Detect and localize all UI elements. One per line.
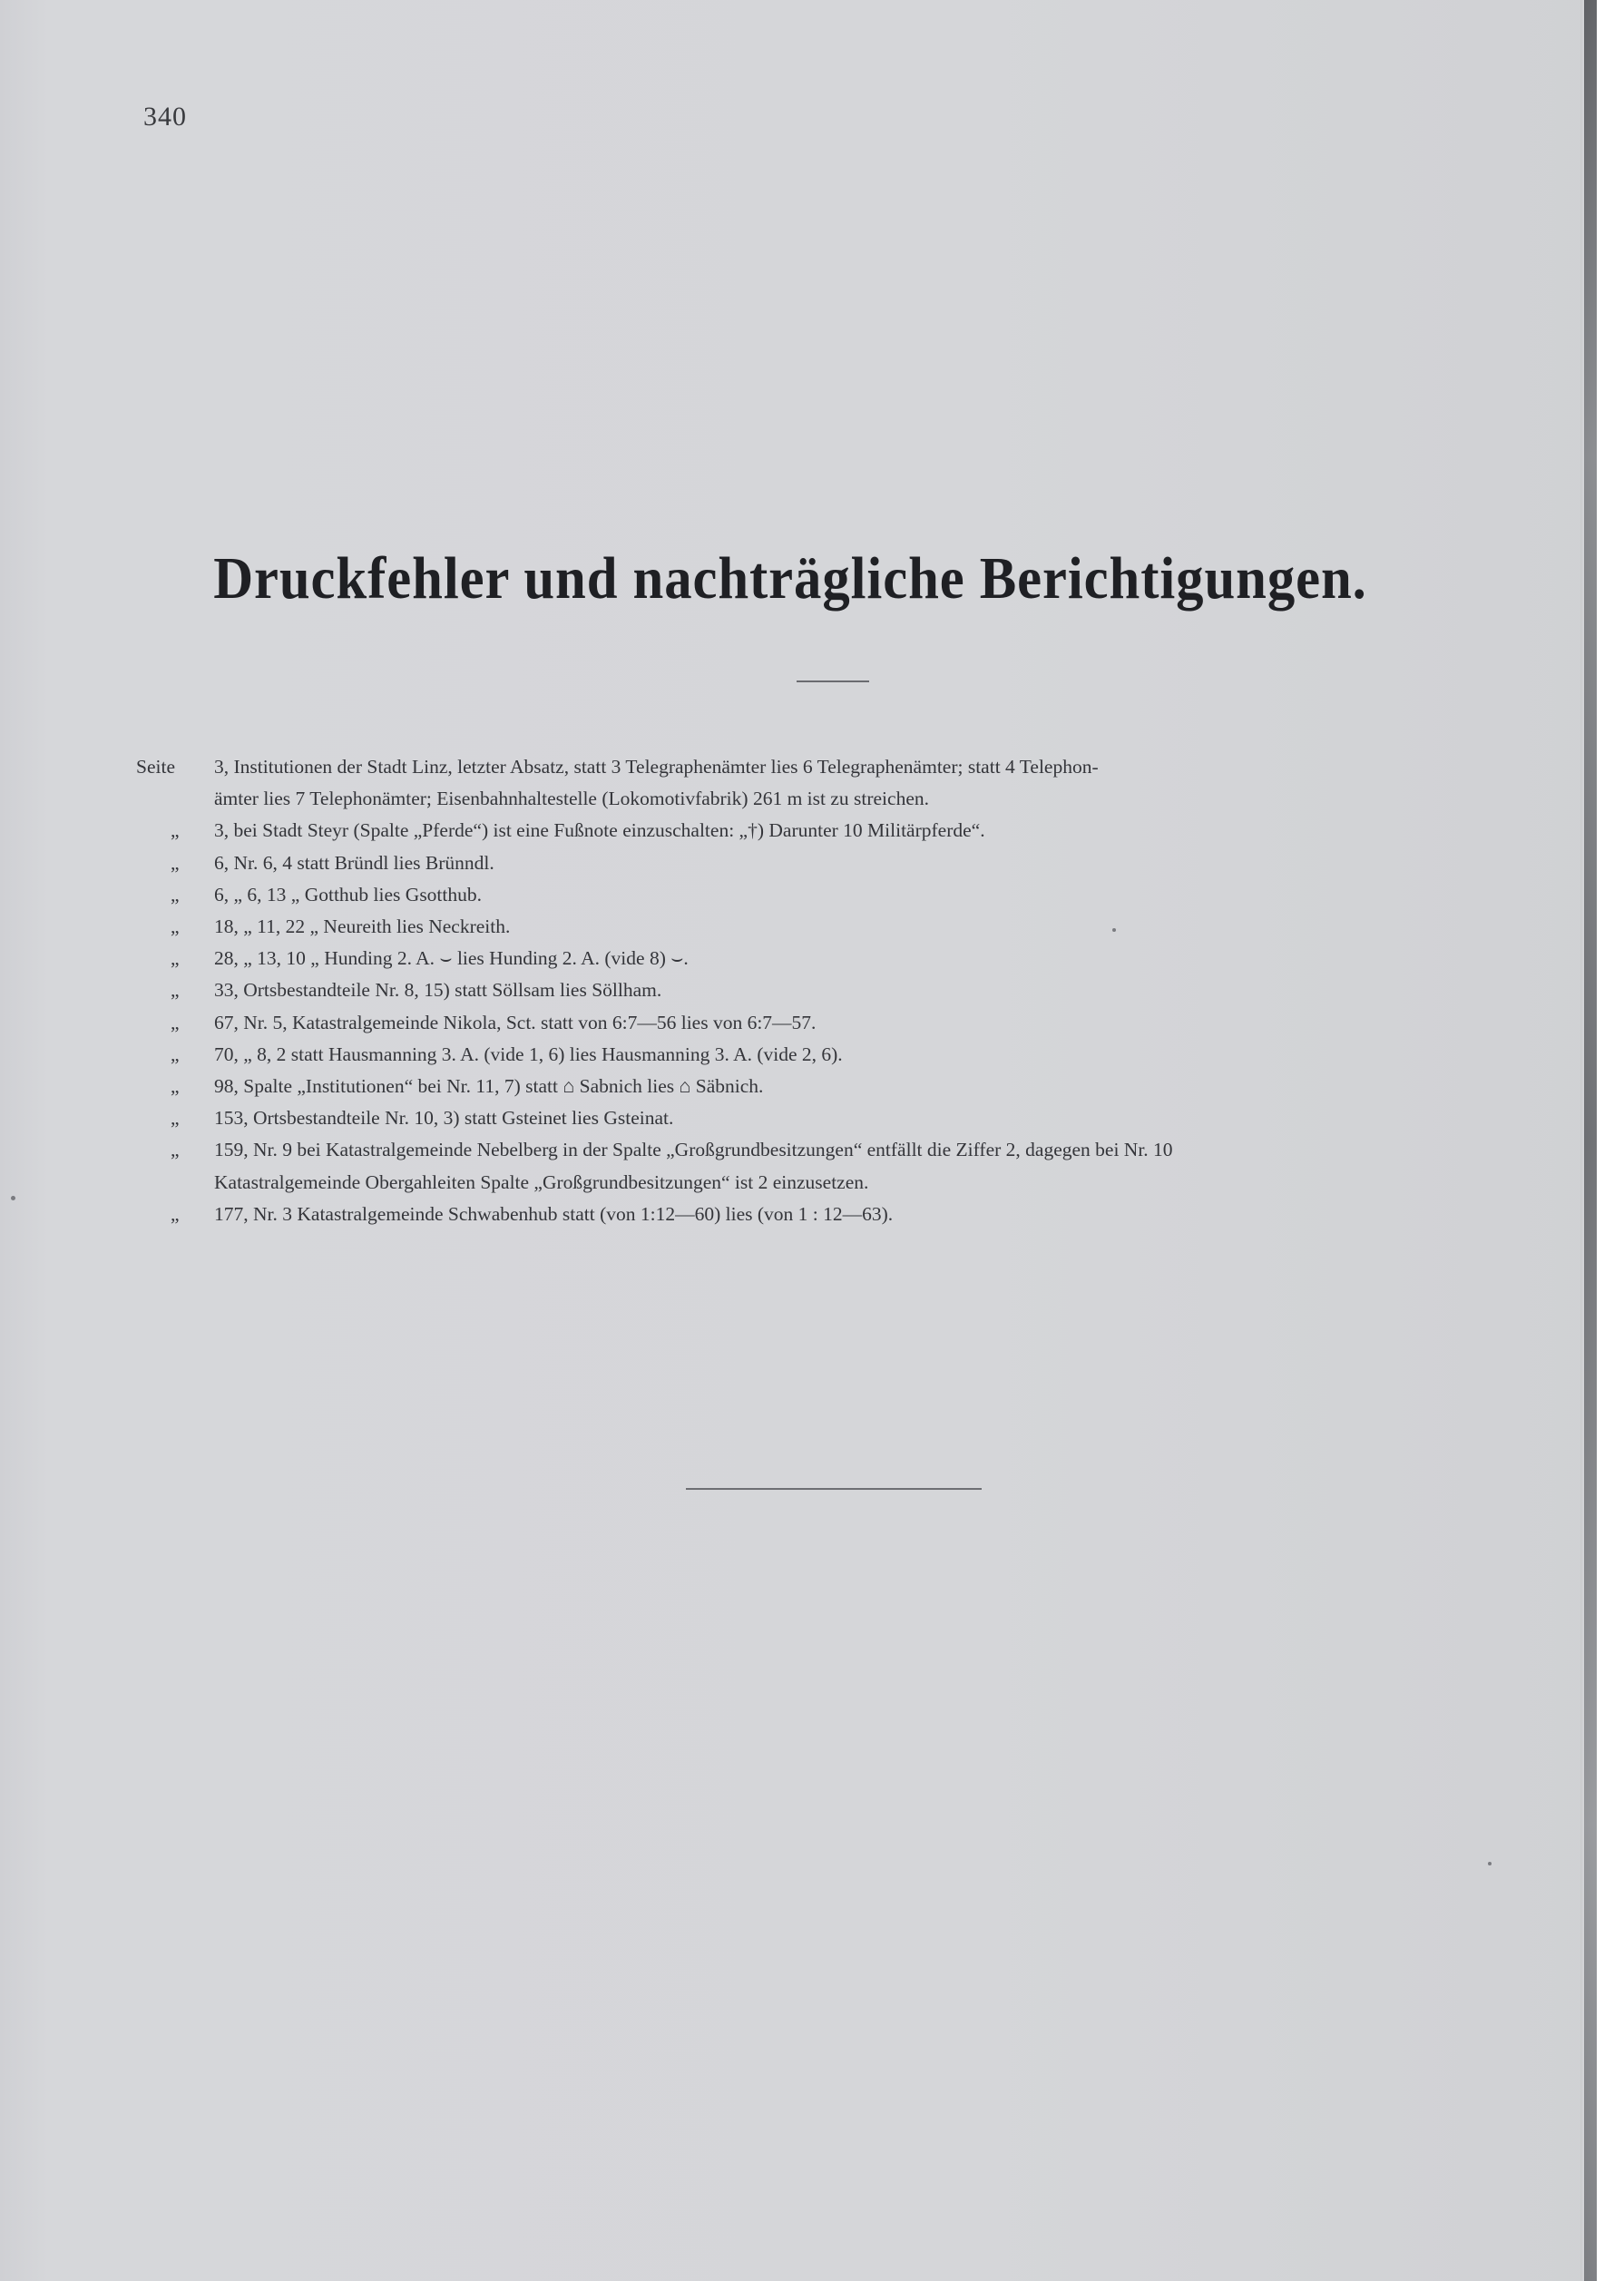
ditto-mark: „: [171, 947, 180, 970]
ditto-mark: „: [171, 1075, 180, 1098]
scan-speck: [1488, 1862, 1492, 1865]
ditto-mark: „: [171, 915, 180, 938]
errata-entry: [136, 943, 1533, 974]
scan-speck: [11, 1196, 15, 1200]
errata-entry: [136, 911, 1533, 943]
errata-text: 28, „ 13, 10 „ Hunding 2. A. ⌣ lies Hunding 2. A. (vide 8) ⌣.: [214, 947, 689, 970]
page-heading: Druckfehler und nachträgliche Berichtigungen.: [213, 545, 1367, 612]
errata-entry: [136, 1199, 1533, 1230]
ditto-mark: „: [171, 979, 180, 1002]
closing-rule: [686, 1488, 982, 1490]
errata-entry: [136, 1007, 1533, 1039]
errata-entry: [136, 1134, 1533, 1198]
errata-entry: [136, 1102, 1533, 1134]
seite-label: Seite: [136, 756, 175, 778]
ditto-mark: „: [171, 883, 180, 906]
errata-entry: [136, 974, 1533, 1006]
errata-text: 6, Nr. 6, 4 statt Bründl lies Brünndl.: [214, 851, 494, 874]
errata-text: [214, 751, 1533, 815]
errata-line: 3, Institutionen der Stadt Linz, letzter Absatz, statt 3 Telegraphenämter lies 6 Telegraphenämter; statt 4 Telephon-: [214, 756, 1099, 778]
errata-text: 67, Nr. 5, Katastralgemeinde Nikola, Sct. statt von 6:7—56 lies von 6:7—57.: [214, 1011, 817, 1033]
errata-entry: [136, 815, 1533, 847]
ditto-mark: „: [171, 851, 180, 874]
errata-text: 18, „ 11, 22 „ Neureith lies Neckreith.: [214, 915, 511, 938]
errata-text: [214, 1134, 1533, 1198]
errata-entry: [136, 847, 1533, 879]
ditto-mark: „: [171, 1202, 180, 1225]
errata-entry: [136, 751, 1533, 815]
errata-text: 3, bei Stadt Steyr (Spalte „Pferde“) ist eine Fußnote einzuschalten: „†) Darunter 10 Militärpferde“.: [214, 819, 985, 842]
errata-text: 98, Spalte „Institutionen“ bei Nr. 11, 7) statt ⌂ Sabnich lies ⌂ Säbnich.: [214, 1075, 764, 1098]
ditto-mark: „: [171, 819, 180, 842]
ditto-mark: „: [171, 1043, 180, 1065]
scan-speck: [1112, 928, 1116, 932]
heading-rule: [797, 680, 869, 682]
ditto-mark: „: [171, 1139, 180, 1161]
scan-edge: [1580, 0, 1624, 2281]
errata-text: 153, Ortsbestandteile Nr. 10, 3) statt Gsteinet lies Gsteinat.: [214, 1107, 674, 1130]
errata-text: 6, „ 6, 13 „ Gotthub lies Gsotthub.: [214, 883, 483, 906]
errata-text: 33, Ortsbestandteile Nr. 8, 15) statt Söllsam lies Söllham.: [214, 979, 662, 1002]
errata-entry: [136, 879, 1533, 911]
errata-text: 70, „ 8, 2 statt Hausmanning 3. A. (vide 1, 6) lies Hausmanning 3. A. (vide 2, 6).: [214, 1043, 843, 1065]
errata-entry: [136, 1071, 1533, 1102]
errata-line-continued: ämter lies 7 Telephonämter; Eisenbahnhaltestelle (Lokomotivfabrik) 261 m ist zu streichen.: [214, 788, 929, 810]
errata-list: [136, 751, 1533, 1230]
ditto-mark: „: [171, 1011, 180, 1033]
page-number: 340: [143, 102, 187, 132]
errata-line: 159, Nr. 9 bei Katastralgemeinde Nebelberg in der Spalte „Großgrundbesitzungen“ entfällt die Ziffer 2, dagegen bei Nr. 10: [214, 1139, 1173, 1161]
ditto-mark: „: [171, 1107, 180, 1130]
errata-entry: [136, 1039, 1533, 1071]
errata-line-continued: Katastralgemeinde Obergahleiten Spalte „Großgrundbesitzungen“ ist 2 einzusetzen.: [214, 1170, 869, 1193]
errata-text: 177, Nr. 3 Katastralgemeinde Schwabenhub statt (von 1:12—60) lies (von 1 : 12—63).: [214, 1202, 894, 1225]
